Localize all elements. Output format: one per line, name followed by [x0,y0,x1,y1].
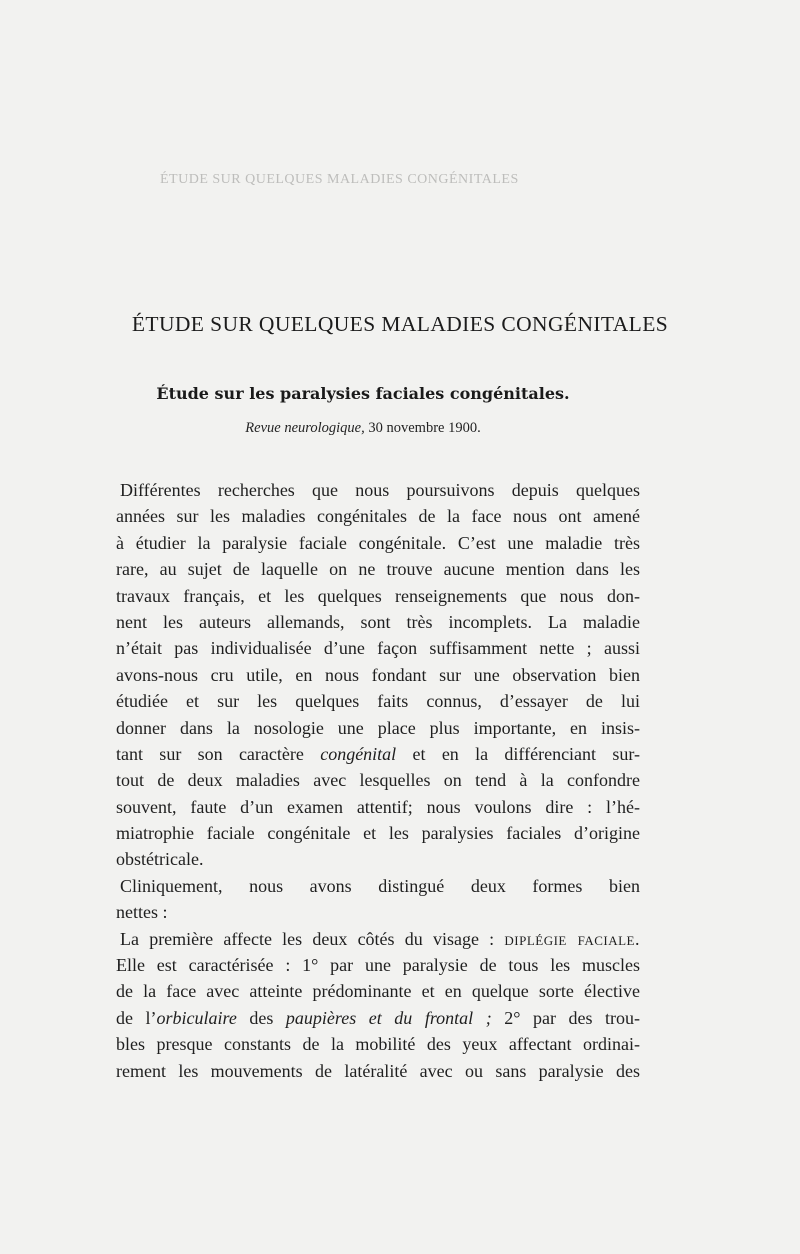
text-line: étudiée et sur les quelques faits connus, d’essayer de lui [116,691,640,712]
text-line: nent les auteurs allemands, sont très incomplets. La maladie [116,611,640,632]
text-line [116,1005,640,1031]
journal-name: Revue neurologique, [245,420,365,436]
text-segment: La première affecte les deux côtés du visage : [120,928,495,949]
text-line: tout de deux maladies avec lesquelles on tend à la confondre [116,770,640,791]
italic-term: congénital [320,743,397,764]
text-line: Cliniquement, nous avons distingué deux formes bien [120,875,640,896]
text-line: de la face avec atteinte prédominante et en quelque sorte élective [116,981,640,1002]
text-segment: des [236,1007,286,1028]
text-line: Différentes recherches que nous poursuivons depuis quelques [120,480,640,500]
text-line: travaux français, et les quelques renseignements que nous don- [116,585,640,606]
text-segment: et en la différenciant sur- [396,743,640,764]
reference-citation [0,420,726,437]
small-caps-term: diplégie faciale. [504,928,640,949]
chapter-title: ÉTUDE SUR QUELQUES MALADIES CONGÉNITALES [131,312,669,336]
text-line [116,926,640,952]
text-line: donner dans la nosologie une place plus importante, en insis- [116,717,640,738]
text-line: à étudier la paralysie faciale congénitale. C’est une maladie très [116,532,640,553]
text-line: obstétricale. [116,849,204,870]
text-segment: 2° par des trou- [491,1007,640,1028]
text-segment: tant sur son caractère [116,743,304,764]
text-line: Elle est caractérisée : 1° par une paralysie de tous les muscles [116,955,640,976]
text-line: rare, au sujet de laquelle on ne trouve aucune mention dans les [116,559,640,580]
text-line: nettes : [116,902,168,923]
text-line: miatrophie faciale congénitale et les paralysies faciales d’origine [116,823,640,844]
bleed-through-header: ÉTUDE SUR QUELQUES MALADIES CONGÉNITALES [160,172,519,187]
body-text [116,477,640,1084]
italic-term: orbiculaire [156,1007,237,1028]
text-line: bles presque constants de la mobilité des yeux affectant ordinai- [116,1034,640,1055]
text-line [116,741,640,767]
italic-term: paupières et du frontal ; [285,1007,492,1028]
reference-date: 30 novembre 1900. [364,420,481,436]
text-line: n’était pas individualisée d’une façon suffisamment nette ; aussi [116,638,640,659]
text-line: souvent, faute d’un examen attentif; nous voulons dire : l’hé- [116,796,640,817]
text-segment: de l’ [116,1007,157,1028]
text-line: avons-nous cru utile, en nous fondant sur une observation bien [116,664,640,685]
text-line: rement les mouvements de latéralité avec ou sans paralysie des [116,1060,640,1081]
text-line: années sur les maladies congénitales de la face nous ont amené [116,506,640,527]
section-subtitle: Étude sur les paralysies faciales congénitales. [156,384,570,403]
